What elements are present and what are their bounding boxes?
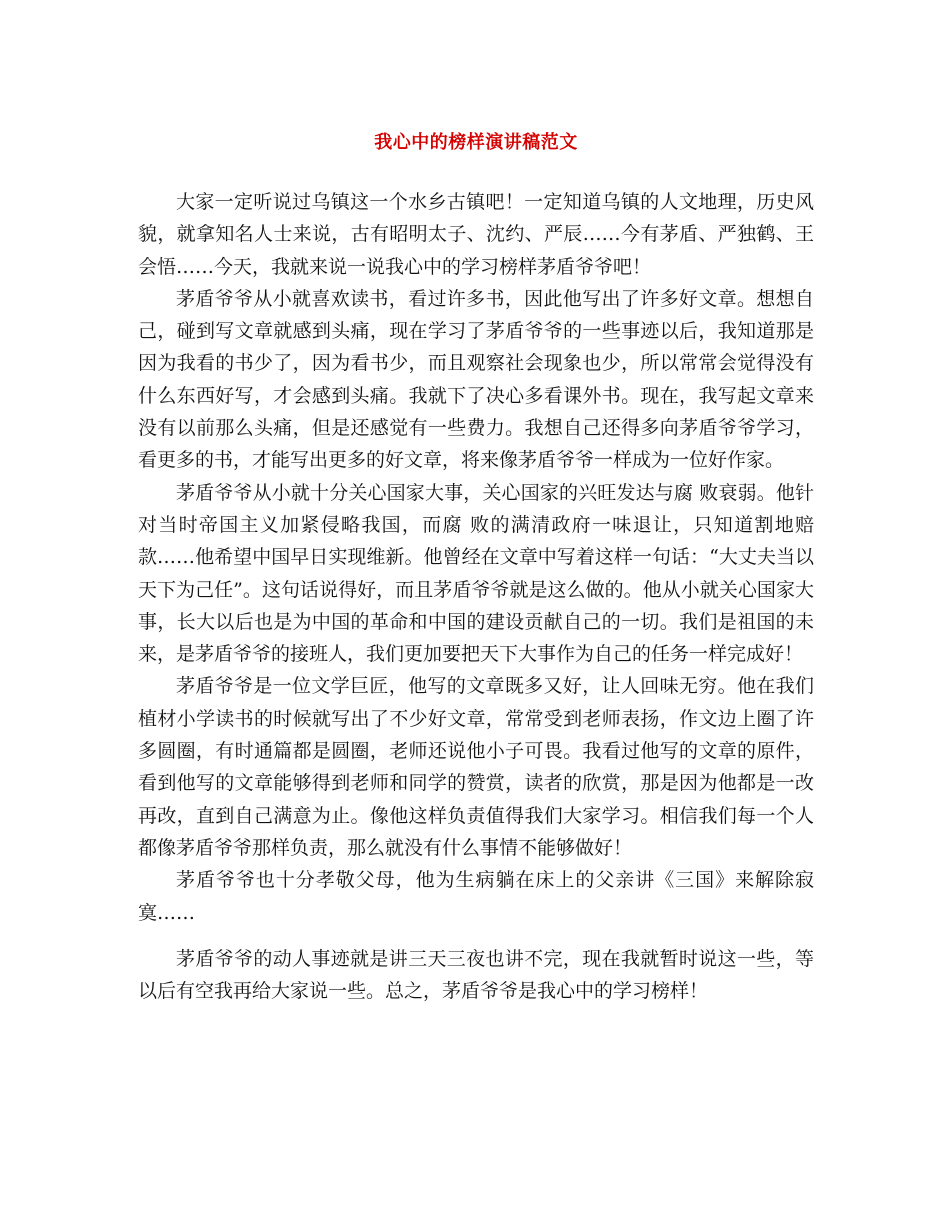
paragraph-3: 茅盾爷爷从小就十分关心国家大事，关心国家的兴旺发达与腐 败衰弱。他针对当时帝国主义加紧侵略我国，而腐 败的满清政府一味退让，只知道割地赔款……他希望中国早日实现维新。他曾经在文章中写着这样一句话：“大丈夫当以天下为己任”。这句话说得好，而且茅盾爷爷就是这么做的。他从小就关心国家大事，长大以后也是为中国的革命和中国的建设贡献自己的一切。我们是祖国的未来，是茅盾爷爷的接班人，我们更加要把天下大事作为自己的任务一样完成好！ [138, 481, 814, 666]
paragraph-6: 茅盾爷爷的动人事迹就是讲三天三夜也讲不完，现在我就暂时说这一些，等以后有空我再给大家说一些。总之，茅盾爷爷是我心中的学习榜样！ [138, 947, 814, 1003]
document-body [138, 186, 814, 1007]
paragraph-4: 茅盾爷爷是一位文学巨匠，他写的文章既多又好，让人回味无穷。他在我们植材小学读书的时候就写出了不少好文章，常常受到老师表扬，作文边上圈了许多圆圈，有时通篇都是圆圈，老师还说他小子可畏。我看过他写的文章的原件，看到他写的文章能够得到老师和同学的赞赏，读者的欣赏，那是因为他都是一改再改，直到自己满意为止。像他这样负责值得我们大家学习。相信我们每一个人都像茅盾爷爷那样负责，那么就没有什么事情不能够做好！ [138, 675, 814, 859]
paragraph-5: 茅盾爷爷也十分孝敬父母，他为生病躺在床上的父亲讲《三国》来解除寂寞…… [138, 869, 814, 924]
document-title: 我心中的榜样演讲稿范文 [374, 132, 578, 153]
paragraph-1: 大家一定听说过乌镇这一个水乡古镇吧！一定知道乌镇的人文地理，历史风貌，就拿知名人士来说，古有昭明太子、沈约、严辰……今有茅盾、严独鹤、王会悟……今天，我就来说一说我心中的学习榜样茅盾爷爷吧！ [138, 191, 814, 278]
paragraph-2: 茅盾爷爷从小就喜欢读书，看过许多书，因此他写出了许多好文章。想想自己，碰到写文章就感到头痛，现在学习了茅盾爷爷的一些事迹以后，我知道那是因为我看的书少了，因为看书少，而且观察社会现象也少，所以常常会觉得没有什么东西好写，才会感到头痛。我就下了决心多看课外书。现在，我写起文章来没有以前那么头痛，但是还感觉有一些费力。我想自己还得多向茅盾爷爷学习，看更多的书，才能写出更多的好文章，将来像茅盾爷爷一样成为一位好作家。 [138, 287, 814, 472]
